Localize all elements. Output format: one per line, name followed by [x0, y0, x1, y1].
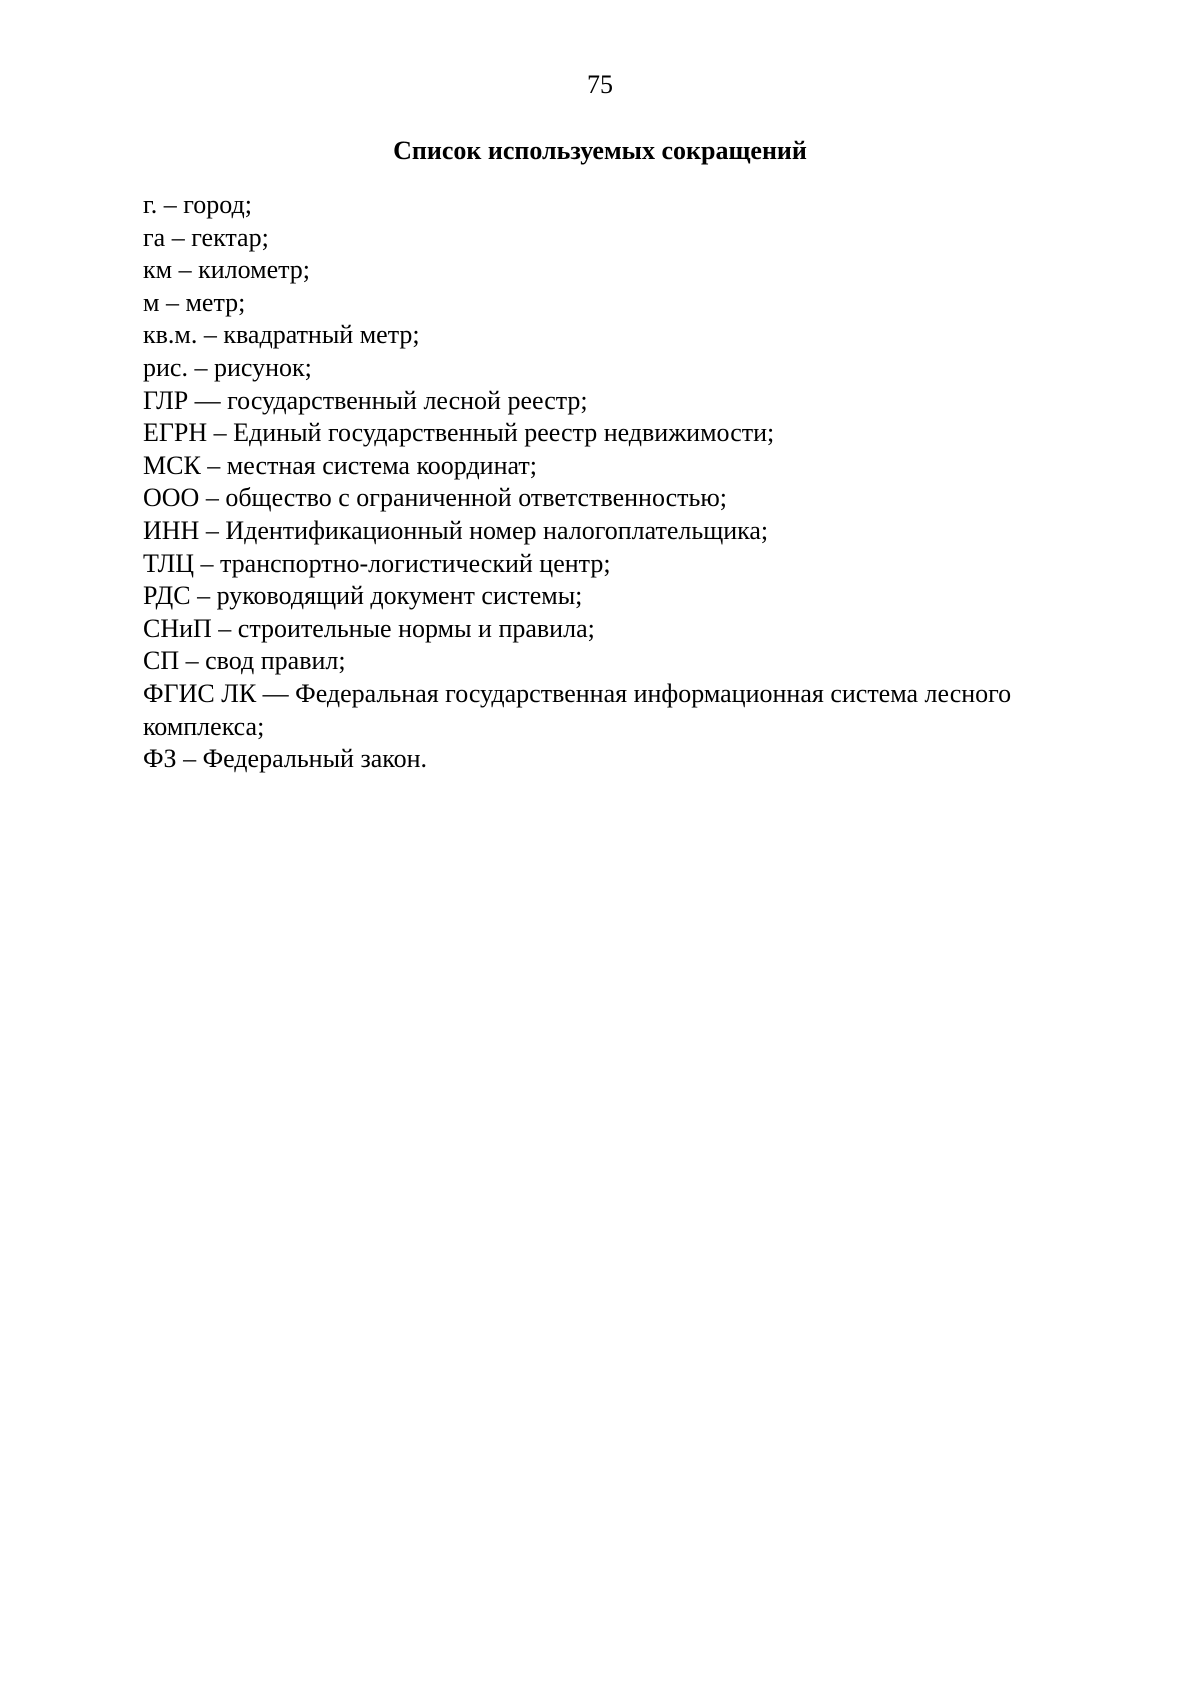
list-item: ГЛР — государственный лесной реестр;: [143, 385, 588, 415]
list-item: ИНН – Идентификационный номер налогоплательщика;: [143, 515, 769, 545]
list-item: ТЛЦ – транспортно-логистический центр;: [143, 548, 611, 578]
list-item: МСК – местная система координат;: [143, 450, 537, 480]
list-item: ООО – общество с ограниченной ответственностью;: [143, 483, 728, 513]
list-item: РДС – руководящий документ системы;: [143, 581, 583, 611]
list-item: м – метр;: [143, 287, 246, 317]
list-item: га – гектар;: [143, 222, 269, 252]
page-number: 75: [587, 70, 613, 99]
list-item: СНиП – строительные нормы и правила;: [143, 613, 595, 643]
list-item: км – километр;: [143, 255, 311, 285]
list-item: ФЗ – Федеральный закон.: [143, 744, 428, 774]
list-item: СП – свод правил;: [143, 646, 346, 676]
list-item: г. – город;: [143, 190, 252, 219]
list-item: ЕГРН – Единый государственный реестр недвижимости;: [143, 418, 775, 448]
list-item: ФГИС ЛК — Федеральная государственная информационная система лесного комплекса;: [143, 678, 1012, 741]
abbreviations-list: [143, 189, 1103, 776]
list-item: кв.м. – квадратный метр;: [143, 320, 420, 350]
list-item: рис. – рисунок;: [143, 352, 312, 382]
page-title: Список используемых сокращений: [393, 136, 807, 165]
